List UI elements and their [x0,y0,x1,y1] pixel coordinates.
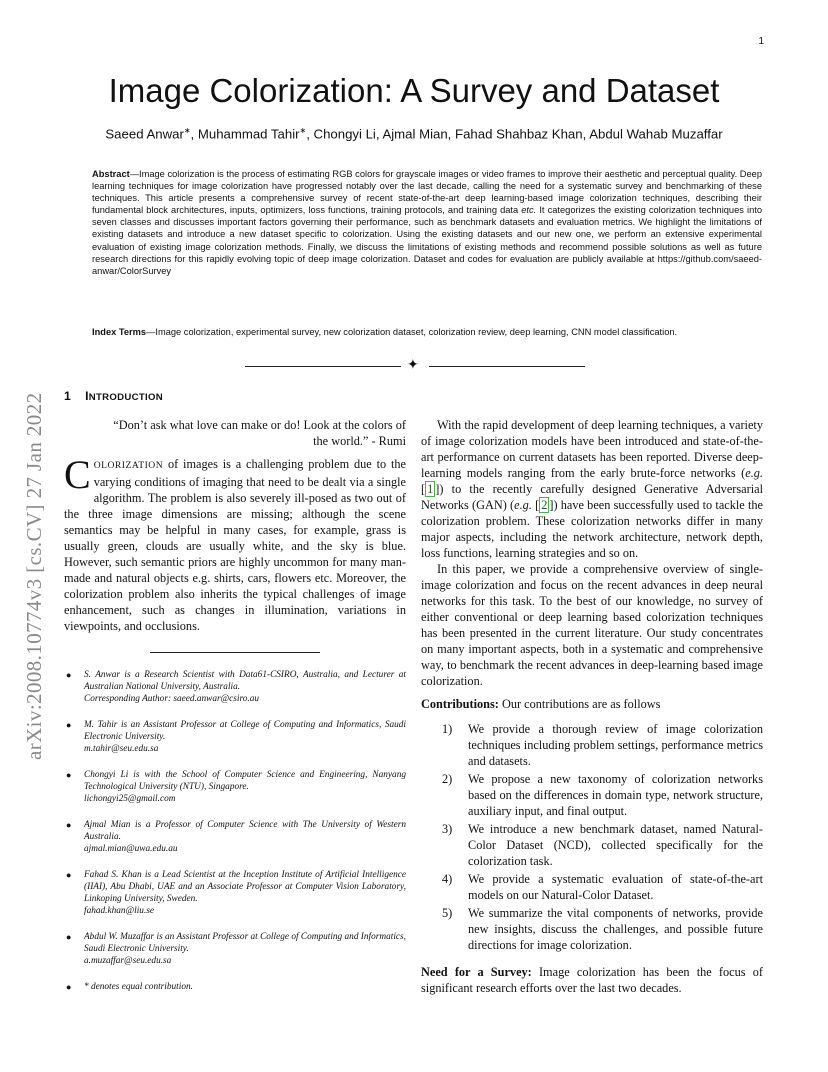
footnote-item [64,819,406,855]
list-number: 3) [442,822,453,836]
footnote-line: Chongyi Li is with the School of Computer Science and Engineering, Nanyang Technological University (NTU), Singapore. [84,770,406,792]
bullet-icon: ● [66,982,72,992]
eg-abbrev: e.g. [514,498,532,512]
abstract-label: Abstract [92,169,130,179]
footnote-item [64,769,406,805]
list-item [442,771,763,819]
need-label: Need for a Survey: [421,965,532,979]
footnote-line: * denotes equal contribution. [84,982,193,992]
left-column [64,417,406,1007]
list-item [442,721,763,769]
list-item [442,905,763,953]
divider-star-icon: ✦ [407,358,419,373]
affiliation-footnotes [64,669,406,993]
intro-text: of images is a challenging problem due to the varying conditions of imaging that need to be dealt via a single algorithm. The problem is also severely ill-posed as two out of the three image dimensions are missing; although the scene semantics may be helpful in many cases, for example, grass is usually green, clouds are usually white, and the sky is blue. However, such semantic priors are highly uncommon for many man-made and natural objects e.g. shirts, cars, flowers etc. Moreover, the colorization problem also inherits the typical challenges of image enhancement, such as changes in illumination, variations in viewpoints, and occlusions. [64,457,406,633]
need-for-survey-paragraph [421,964,763,996]
para-text: ) have been successfully used to tackle the colorization problem. These colorization networks differ in many major aspects, including the network architecture, network depth, loss functions, learning strategies and so on. [421,498,763,560]
divider-line-left [245,366,401,367]
para-text: With the rapid development of deep learning techniques, a variety of image colorization models have been introduced and state-of-the-art performance on current datasets has been reported. Diverse deep-learning models ranging from the early brute-force networks ( [421,418,763,480]
paper-title: Image Colorization: A Survey and Dataset [108,72,720,109]
footnote-item [64,669,406,705]
footnote-line: m.tahir@seu.edu.sa [84,744,159,754]
right-column [421,417,763,996]
bullet-icon: ● [66,720,72,730]
divider-line-right [429,366,585,367]
abstract-text-1: —Image colorization is the process of estimating RGB colors for grayscale images or video frames to improve their aesthetic and perceptual quality. Deep learning techniques for image colorization have progressed notably over the last decade, calling the need for a systematic survey and benchmarking of these techniques. This article presents a comprehensive survey of recent state-of-the-art deep learning-based image colorization techniques, describing their fundamental block architectures, inputs, optimizers, loss functions, training protocols, and training data [92,169,762,216]
citation-link-2[interactable]: 2 [541,498,548,512]
footnote-line: fahad.khan@liu.se [84,906,155,916]
bullet-icon: ● [66,932,72,942]
epigraph-quote [64,417,406,449]
footnote-line: S. Anwar is a Research Scientist with Data61-CSIRO, Australia, and Lecturer at Australian National University, Australia. [84,670,406,692]
citation-link-1[interactable]: 1 [427,482,434,496]
bullet-icon: ● [66,870,72,880]
abstract [92,168,762,277]
other-authors: , Chongyi Li, Ajmal Mian, Fahad Shahbaz Khan, Abdul Wahab Muzaffar [306,126,723,142]
drop-cap: C [64,452,91,497]
list-number: 4) [442,872,453,886]
section-number: 1 [64,389,72,403]
index-terms-text: —Image colorization, experimental survey, new colorization dataset, colorization review, deep learning, CNN model classification. [146,327,678,337]
footnote-line: Ajmal Mian is a Professor of Computer Science with The University of Western Australia. [84,820,406,842]
list-item [442,871,763,903]
footnote-line: Abdul W. Muzaffar is an Assistant Professor at College of Computing and Informatics, Saudi Electronic University. [84,932,406,954]
author-list: Saeed Anwar∗, Muhammad Tahir∗, Chongyi Li, Ajmal Mian, Fahad Shahbaz Khan, Abdul Wahab Muzaffar [105,126,723,142]
list-item [442,821,763,869]
bullet-icon: ● [66,670,72,680]
bullet-icon: ● [66,820,72,830]
footnote-line: ajmal.mian@uwa.edu.au [84,844,178,854]
footnote-item [64,869,406,917]
para-text: ) to the recently carefully designed Generative Adversarial Networks (GAN) ( [421,482,763,512]
equal-contribution-mark: ∗ [183,126,191,135]
list-text: We provide a thorough review of image colorization techniques including problem settings, performance metrics and datasets. [468,722,763,768]
index-terms-label: Index Terms [92,327,147,337]
author-2: Muhammad Tahir [197,126,300,142]
abstract-etc: etc. [521,205,537,216]
contributions-heading [421,696,763,712]
section-title-initial: I [85,389,89,403]
footnote-item [64,931,406,967]
list-text: We propose a new taxonomy of colorization networks based on the differences in domain type, network structure, auxiliary input, and final output. [468,772,763,818]
section-divider [245,358,585,373]
list-text: We provide a systematic evaluation of state-of-the-art models on our Natural-Color Dataset. [468,872,763,902]
list-text: We summarize the vital components of networks, provide new insights, discuss the challenges, and possible future directions for image colorization. [468,906,763,952]
list-number: 1) [442,722,453,736]
arxiv-watermark: arXiv:2008.10774v3 [cs.CV] 27 Jan 2022 [22,392,46,760]
footnote-line: lichongyi25@gmail.com [84,794,176,804]
footnote-item [64,981,406,993]
footnote-line: a.muzaffar@seu.edu.sa [84,956,172,966]
page-number: 1 [758,36,764,47]
eg-abbrev: e.g. [745,466,763,480]
index-terms [92,326,762,338]
section-title-rest: NTRODUCTION [88,392,163,403]
paragraph-deep-learning: With the rapid development of deep learning techniques, a variety of image colorization models have been introduced and state-of-the-art performance on current datasets has been reported. Diverse deep-learning models ranging from the early brute-force networks (e.g. [ 1 ]) to the recently carefully designed Generative Adversarial Networks (GAN) (e.g. [ 2 ]) have been successfully used to tackle the colorization problem. These colorization networks differ in many major aspects, including the network architecture, network depth, loss functions, learning strategies and so on. [421,418,763,560]
list-number: 2) [442,772,453,786]
contributions-intro: Our contributions are as follows [498,697,661,711]
contributions-list [442,721,763,953]
quote-line-2: the world.” - Rumi [313,434,406,448]
footnote-rule [150,652,320,653]
footnote-line: Corresponding Author: saeed.anwar@csiro.au [84,694,260,704]
abstract-text-2: It categorizes the existing colorization techniques into seven classes and discusses important factors governing their performance, such as benchmark datasets and evaluation metrics. We highlight the limitations of existing datasets and introduce a new dataset specific to colorization. Using the existing datasets and our new one, we perform an extensive experimental evaluation of existing image colorization methods. Finally, we discuss the limitations of existing methods and recommend possible solutions as well as future research directions for this rapidly evolving topic of deep image colorization. Dataset and codes for evaluation are publicly available at https://github.com/saeed-anwar/ColorSurvey [92,205,763,276]
list-number: 5) [442,906,453,920]
footnote-item [64,719,406,755]
contributions-label: Contributions: [421,697,499,711]
section-heading [64,389,163,403]
intro-smallcaps: OLORIZATION [93,460,164,471]
list-text: We introduce a new benchmark dataset, named Natural-Color Dataset (NCD), collected specifically for the colorization task. [468,822,763,868]
author-1: Saeed Anwar [105,126,184,142]
quote-line-1: “Don’t ask what love can make or do! Look at the colors of [113,418,406,432]
footnote-line: Fahad S. Khan is a Lead Scientist at the Inception Institute of Artificial Intelligence (IIAI), Abu Dhabi, UAE and an Associate Professor at Computer Vision Laboratory, Linkoping University, Sweden. [84,870,406,904]
need-text: Image colorization has been the focus of significant research efforts over the last two decades. [421,965,763,995]
bullet-icon: ● [66,770,72,780]
footnote-line: M. Tahir is an Assistant Professor at College of Computing and Informatics, Saudi Electronic University. [84,720,406,742]
intro-paragraph [64,452,406,634]
paragraph-overview: In this paper, we provide a comprehensive overview of single-image colorization and focus on the recent advances in deep neural networks for this task. To the best of our knowledge, no survey of either conventional or deep learning based colorization techniques has been presented in the current literature. Our study concentrates on many important aspects, both in a systematic and comprehensive way, to benchmark the recent advances in deep-learning based image colorization. [421,562,763,688]
equal-contribution-mark: ∗ [299,126,307,135]
